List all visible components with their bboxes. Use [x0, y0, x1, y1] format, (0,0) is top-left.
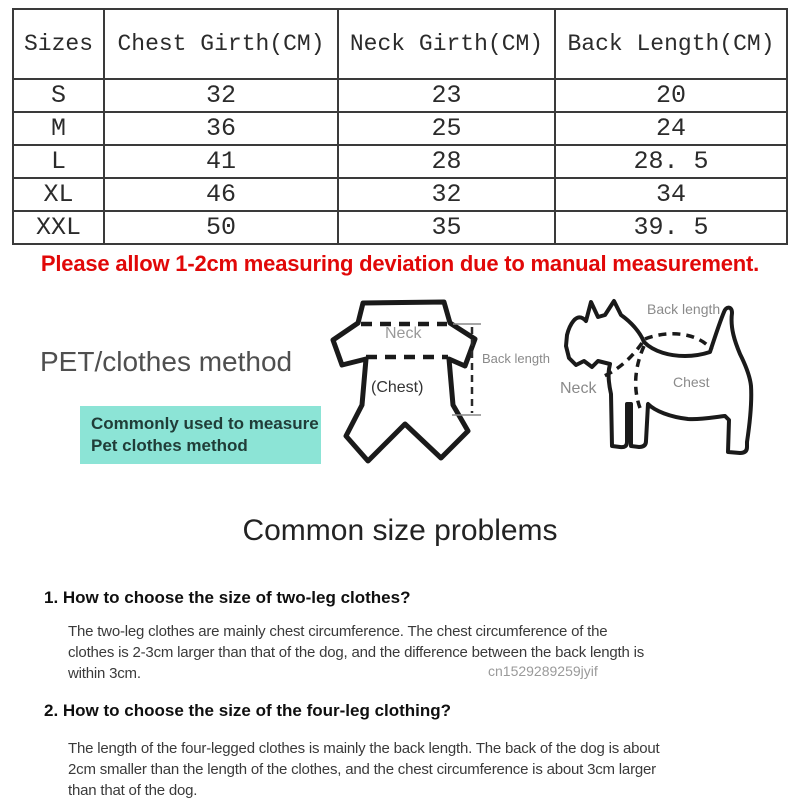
- clothes-back-length-label: Back length: [482, 351, 550, 366]
- dog-neck-label: Neck: [560, 380, 597, 397]
- back-cell: 20: [555, 79, 787, 112]
- neck-cell: 23: [338, 79, 555, 112]
- dog-back-length-dashed-line: [645, 334, 712, 350]
- chest-cell: 32: [104, 79, 338, 112]
- table-row: [13, 145, 787, 178]
- answer-2: [68, 738, 660, 800]
- answer-line: 2cm smaller than the length of the clothes, and the chest circumference is about 3cm larger: [68, 761, 656, 778]
- question-2: 2. How to choose the size of the four-leg clothing?: [44, 701, 452, 720]
- dog-measure-diagram: [540, 290, 800, 480]
- highlight-line: Commonly used to measure: [91, 414, 319, 433]
- table-row: [13, 211, 787, 244]
- answer-line: The length of the four-legged clothes is mainly the back length. The back of the dog is about: [68, 740, 660, 757]
- back-cell: 39. 5: [555, 211, 787, 244]
- answer-line: clothes is 2-3cm larger than that of the dog, and the difference between the back length is: [68, 644, 645, 661]
- problems-section-title: Common size problems: [242, 514, 558, 547]
- size-cell: L: [13, 145, 104, 178]
- dog-outline: [566, 301, 751, 453]
- table-row: [13, 79, 787, 112]
- size-cell: XXL: [13, 211, 104, 244]
- back-cell: 24: [555, 112, 787, 145]
- chest-cell: 41: [104, 145, 338, 178]
- neck-cell: 28: [338, 145, 555, 178]
- question-1: 1. How to choose the size of two-leg clothes?: [44, 588, 411, 607]
- table-header-row: [13, 9, 787, 79]
- answer-line: The two-leg clothes are mainly chest circumference. The chest circumference of the: [68, 623, 608, 640]
- chest-cell: 46: [104, 178, 338, 211]
- measure-highlight-box: [80, 406, 321, 464]
- neck-cell: 35: [338, 211, 555, 244]
- chest-cell: 50: [104, 211, 338, 244]
- neck-cell: 32: [338, 178, 555, 211]
- chest-cell: 36: [104, 112, 338, 145]
- column-header-neck-girth: Neck Girth(CM): [338, 9, 555, 79]
- dog-back-length-label: Back length: [647, 301, 721, 317]
- clothes-neck-label: Neck: [385, 325, 422, 342]
- clothes-chest-label: (Chest): [371, 379, 424, 396]
- table-row: [13, 178, 787, 211]
- answer-line: within 3cm.: [68, 665, 141, 682]
- neck-cell: 25: [338, 112, 555, 145]
- column-header-sizes: Sizes: [13, 9, 104, 79]
- pet-method-title: PET/clothes method: [40, 346, 293, 377]
- size-cell: S: [13, 79, 104, 112]
- dog-chest-label: Chest: [673, 374, 710, 390]
- size-table: [12, 8, 788, 245]
- highlight-line: Pet clothes method: [91, 436, 248, 455]
- answer-line: than that of the dog.: [68, 782, 198, 799]
- back-cell: 34: [555, 178, 787, 211]
- deviation-notice: Please allow 1-2cm measuring deviation due to manual measurement.: [40, 251, 760, 276]
- column-header-back-length: Back Length(CM): [555, 9, 787, 79]
- column-header-chest-girth: Chest Girth(CM): [104, 9, 338, 79]
- size-cell: M: [13, 112, 104, 145]
- clothes-measure-diagram: [325, 293, 560, 483]
- size-cell: XL: [13, 178, 104, 211]
- seller-watermark: cn1529289259jyif: [488, 663, 598, 679]
- back-cell: 28. 5: [555, 145, 787, 178]
- table-row: [13, 112, 787, 145]
